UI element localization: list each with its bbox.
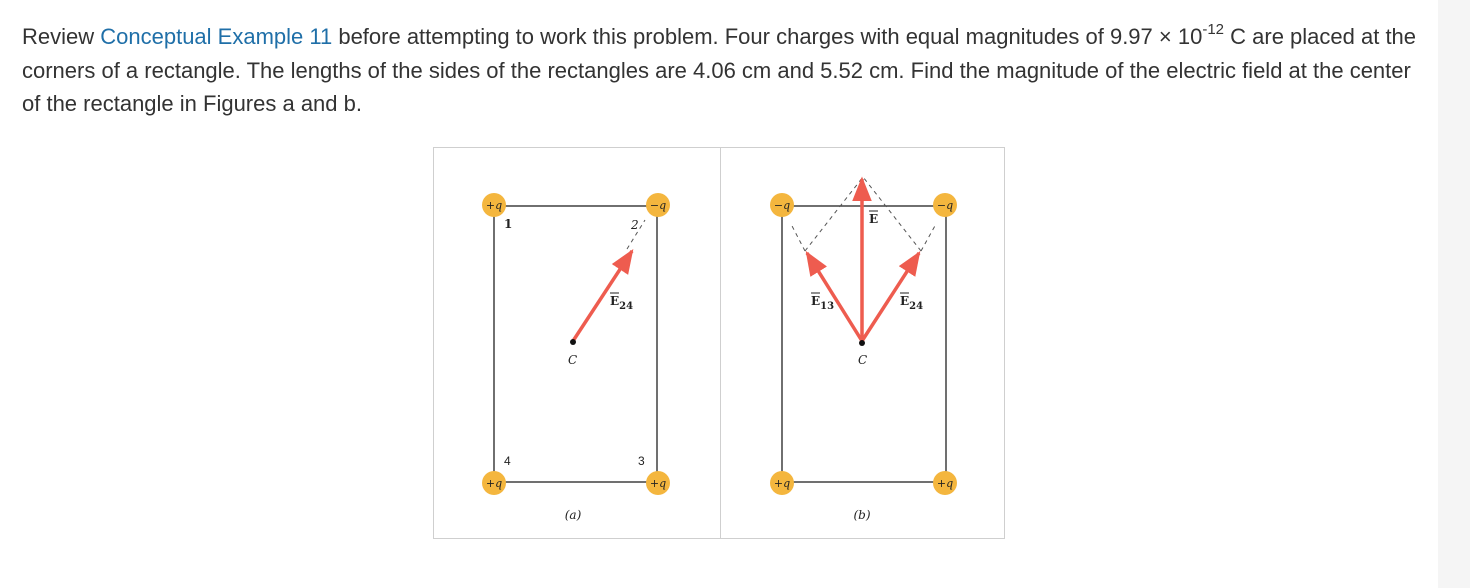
charge-b-top-right [933, 193, 957, 217]
charge-a-bottom-right [646, 471, 670, 495]
e24-label-a: $E_{24}$ [610, 294, 634, 312]
svg-text:+q: +q [649, 477, 667, 490]
corner-number-2: 2 [631, 218, 639, 232]
corner-number-1: 1 [504, 217, 513, 231]
center-label-a: C [568, 353, 578, 367]
e24-arrow-a [573, 251, 632, 341]
e-net-label-b: E [869, 212, 879, 226]
exponent: -12 [1202, 20, 1225, 38]
problem-statement [22, 20, 1422, 121]
charge-b-bottom-left [770, 471, 794, 495]
e24-label-b: $E_{24}$ [900, 294, 924, 312]
svg-text:+q: +q [936, 477, 954, 490]
svg-text:−q: −q [773, 199, 791, 212]
figure-b [770, 177, 957, 522]
svg-text:−q: −q [936, 199, 954, 212]
problem-text-middle: before attempting to work this problem. Four charges with equal magnitudes of 9.97 × 10 [332, 24, 1203, 49]
charge-a-top-left [482, 193, 506, 217]
caption-b: (b) [853, 508, 871, 522]
corner-number-3: 3 [638, 454, 645, 468]
center-point-a [570, 339, 576, 345]
center-label-b: C [858, 353, 868, 367]
corner-number-4: 4 [504, 454, 511, 468]
dashed-guide-b-4 [921, 224, 936, 251]
dashed-guide-b-1 [791, 224, 805, 251]
svg-text:+q: +q [773, 477, 791, 490]
center-point-b [859, 340, 865, 346]
figure-a [482, 193, 670, 522]
svg-text:−q: −q [649, 199, 667, 212]
svg-text:+q: +q [485, 199, 503, 212]
problem-text-end: C are placed at the corners of a rectangle. The lengths of the sides of the rectangles are 4.06 cm and 5.52 cm. Find the magnitude of the electric field at the center of the rectangle in Figures a and b. [22, 24, 1417, 116]
charge-a-top-right [646, 193, 670, 217]
charge-b-bottom-right [933, 471, 957, 495]
caption-a: (a) [564, 508, 582, 522]
rectangle-a [494, 206, 657, 482]
e13-label-b: $E_{13}$ [811, 294, 835, 312]
charge-a-bottom-left [482, 471, 506, 495]
svg-text:+q: +q [485, 477, 503, 490]
right-gutter [1438, 0, 1470, 588]
conceptual-example-link[interactable]: Conceptual Example 11 [100, 24, 333, 49]
figure-svg [433, 147, 1005, 539]
dashed-guide-b-2 [805, 177, 863, 251]
e24-arrow-b [862, 253, 919, 341]
charge-b-top-left [770, 193, 794, 217]
problem-text-start: Review [22, 24, 101, 49]
